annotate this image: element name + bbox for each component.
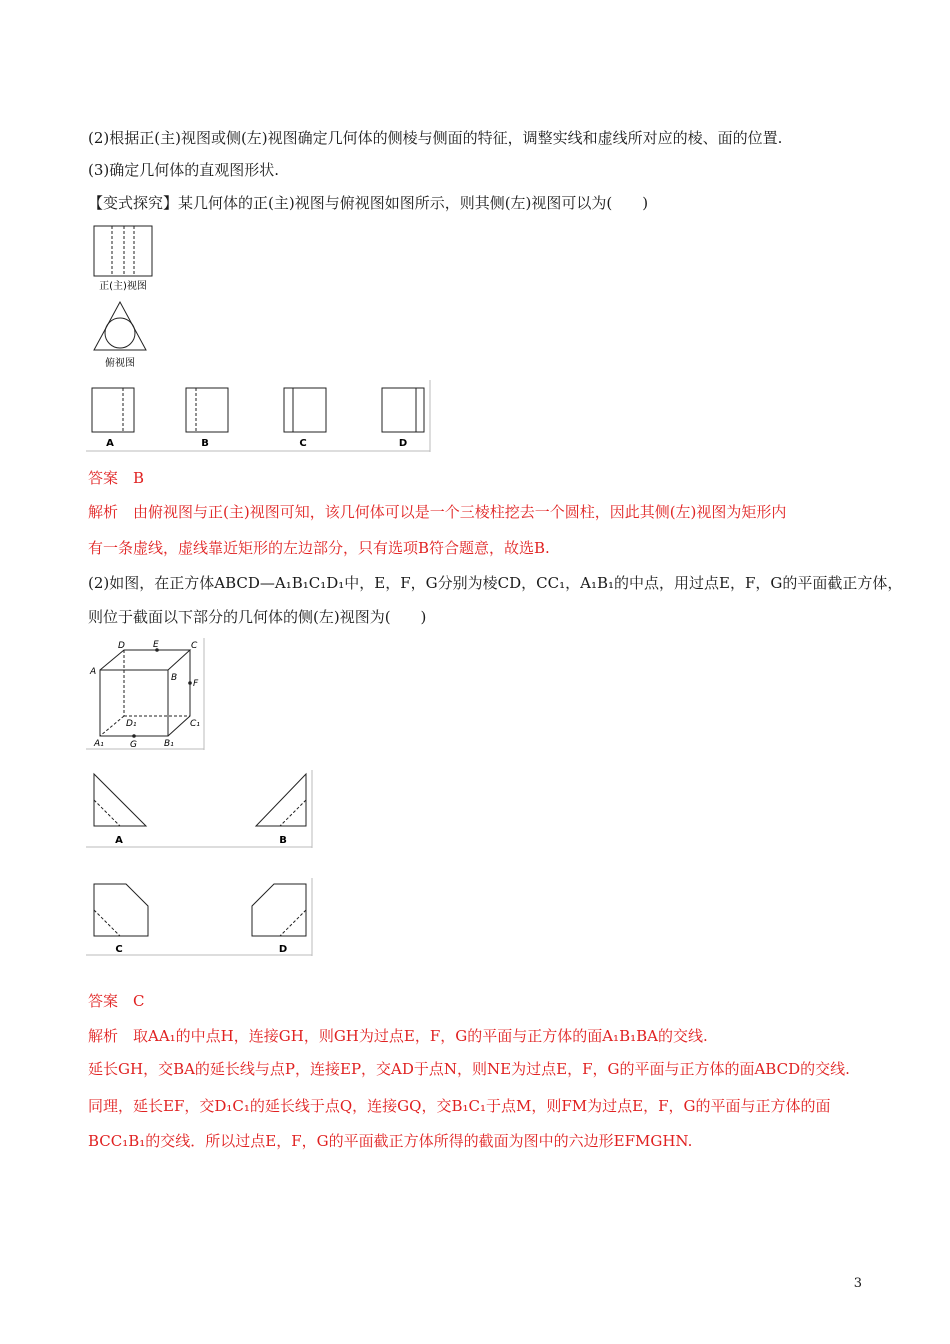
option-a-label: A — [115, 835, 123, 846]
option-c-view — [284, 388, 326, 432]
label-b: B — [171, 673, 178, 683]
options-figure-2 — [86, 770, 314, 850]
option-c-label: C — [115, 944, 123, 955]
option-b-view — [186, 388, 228, 432]
front-view-rect — [94, 226, 152, 276]
option-b-label: B — [279, 835, 287, 846]
label-g: G — [130, 740, 137, 750]
option-d-view — [382, 388, 424, 432]
point-g — [132, 734, 136, 738]
analysis-2-line-3: 同理，延长EF，交D₁C₁的延长线于点Q，连接GQ，交B₁C₁于点M，则FM为过点E，F，G的平面与正方体的面 — [88, 1097, 831, 1115]
options-figure-1 — [86, 380, 432, 452]
option-b-view — [256, 774, 306, 826]
three-view-figure — [88, 222, 168, 372]
top-view-circle — [105, 318, 135, 348]
text-line-1: (2)根据正(主)视图或侧(左)视图确定几何体的侧棱与侧面的特征，调整实线和虚线所对应的棱、面的位置. — [88, 129, 783, 147]
option-a-view — [94, 774, 146, 826]
analysis-1-line-2: 有一条虚线，虚线靠近矩形的左边部分，只有选项B符合题意，故选B. — [88, 539, 550, 557]
label-c1: C₁ — [190, 719, 200, 729]
text-line-7: (2)如图，在正方体ABCD—A₁B₁C₁D₁中，E，F，G分别为棱CD，CC₁，A₁B₁的中点，用过点E，F，G的平面截正方体， — [88, 574, 903, 592]
point-f — [188, 681, 192, 685]
analysis-1-line-1: 解析 由俯视图与正(主)视图可知，该几何体可以是一个三棱柱挖去一个圆柱，因此其侧(左)视图为矩形内 — [88, 503, 787, 521]
cube-figure — [86, 638, 206, 752]
option-a-label: A — [106, 438, 114, 449]
top-view-triangle — [94, 302, 146, 350]
label-a: A — [90, 667, 97, 677]
cube-top-edges — [100, 650, 190, 670]
top-view-caption: 俯视图 — [105, 358, 135, 369]
label-c: C — [191, 641, 198, 651]
label-a1: A₁ — [94, 739, 104, 749]
option-a-view — [92, 388, 134, 432]
option-c-view — [94, 884, 148, 936]
option-b-label: B — [201, 438, 209, 449]
answer-1: 答案 B — [88, 469, 145, 487]
front-view-caption: 正(主)视图 — [99, 281, 147, 292]
label-d: D — [118, 641, 125, 651]
text-line-2: (3)确定几何体的直观图形状. — [88, 161, 280, 179]
analysis-2-line-2: 延长GH，交BA的延长线与点P，连接EP，交AD于点N，则NE为过点E，F，G的平面与正方体的面ABCD的交线. — [88, 1060, 850, 1078]
page-number: 3 — [853, 1276, 862, 1291]
option-d-view — [252, 884, 306, 936]
analysis-2-line-4: BCC₁B₁的交线．所以过点E，F，G的平面截正方体所得的截面为图中的六边形EFMGHN. — [88, 1132, 693, 1150]
options-figure-3 — [86, 878, 314, 958]
cube-right-edges — [168, 650, 190, 736]
option-d-label: D — [278, 944, 288, 955]
cube-hidden-edge-3 — [100, 716, 124, 736]
text-line-8: 则位于截面以下部分的几何体的侧(左)视图为( ) — [88, 608, 427, 626]
label-e: E — [153, 640, 159, 650]
answer-2: 答案 C — [88, 992, 145, 1010]
label-d1: D₁ — [126, 719, 137, 729]
label-f: F — [193, 679, 199, 689]
option-d-label: D — [398, 438, 408, 449]
option-c-label: C — [299, 438, 307, 449]
analysis-2-line-1: 解析 取AA₁的中点H，连接GH，则GH为过点E，F，G的平面与正方体的面A₁B₁BA的交线. — [88, 1027, 708, 1045]
text-line-3: 【变式探究】某几何体的正(主)视图与俯视图如图所示，则其侧(左)视图可以为( ) — [88, 194, 649, 212]
label-b1: B₁ — [164, 739, 174, 749]
